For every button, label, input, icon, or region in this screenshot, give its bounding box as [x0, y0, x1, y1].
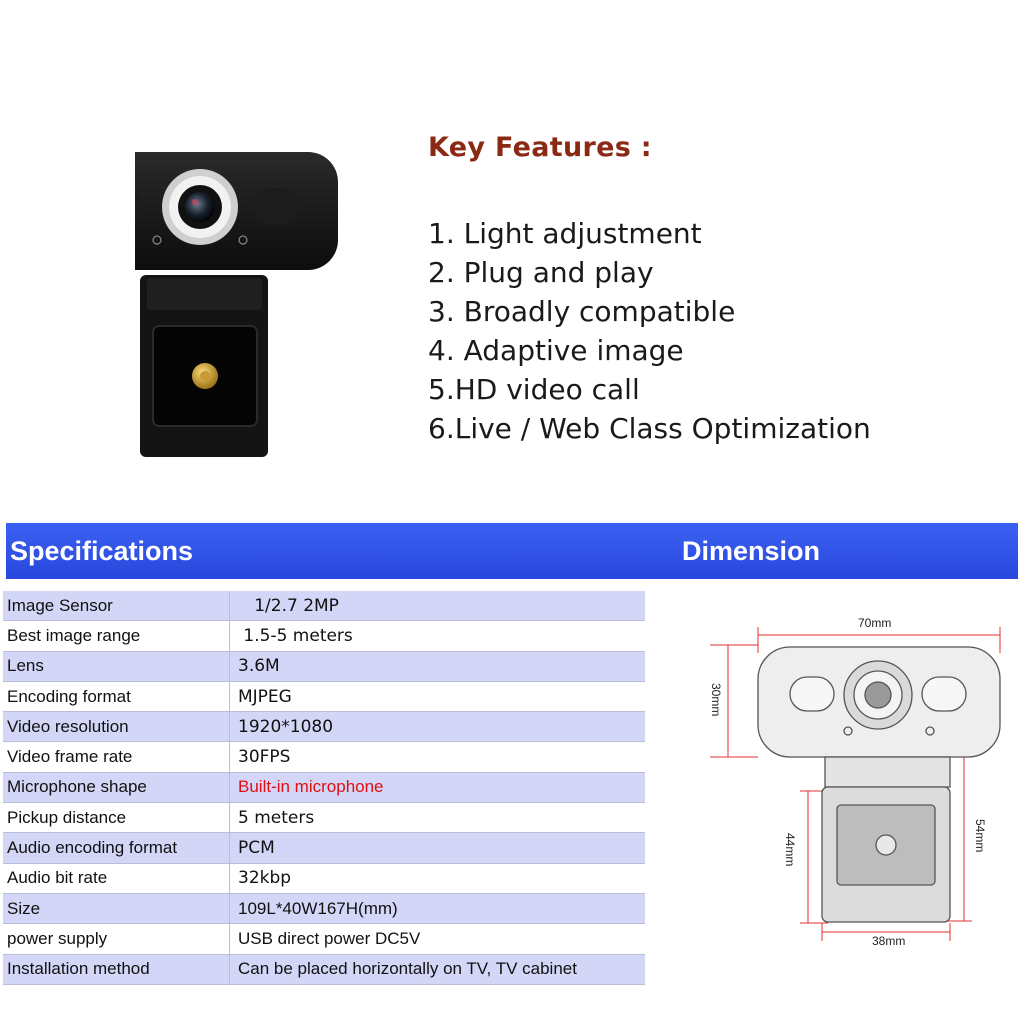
- spec-label: Encoding format: [3, 681, 230, 711]
- spec-label: Microphone shape: [3, 772, 230, 802]
- spec-label: Size: [3, 893, 230, 923]
- spec-value: 32kbp: [230, 863, 646, 893]
- spec-value: 3.6M: [230, 651, 646, 681]
- spec-value: 1920*1080: [230, 712, 646, 742]
- spec-value: 30FPS: [230, 742, 646, 772]
- feature-item: 3. Broadly compatible: [428, 295, 736, 328]
- width-label: 70mm: [858, 616, 892, 630]
- total-height-label: 54mm: [973, 819, 987, 853]
- table-row: [3, 863, 645, 893]
- spec-label: Audio bit rate: [3, 863, 230, 893]
- table-row: [3, 651, 645, 681]
- clip-width-label: 38mm: [872, 934, 906, 948]
- table-row: [3, 954, 645, 984]
- webcam-product-image: [135, 140, 345, 470]
- spec-value: 109L*40W167H(mm): [230, 893, 646, 923]
- dimension-drawing: [700, 605, 1020, 950]
- spec-label: Image Sensor: [3, 591, 230, 621]
- spec-value: USB direct power DC5V: [230, 924, 646, 954]
- table-row: [3, 681, 645, 711]
- specifications-heading: Specifications: [10, 536, 194, 566]
- spec-label: Pickup distance: [3, 803, 230, 833]
- clip-height-label: 44mm: [783, 833, 797, 867]
- feature-item: 2. Plug and play: [428, 256, 654, 289]
- table-row: [3, 893, 645, 923]
- key-features-list: [428, 214, 871, 448]
- table-row: [3, 924, 645, 954]
- spec-value-highlight: Built-in microphone: [230, 772, 646, 802]
- spec-label: Installation method: [3, 954, 230, 984]
- feature-item: 5.HD video call: [428, 373, 640, 406]
- table-row: [3, 772, 645, 802]
- spec-label: power supply: [3, 924, 230, 954]
- table-row: [3, 833, 645, 863]
- spec-label: Lens: [3, 651, 230, 681]
- spec-label: Best image range: [3, 621, 230, 651]
- spec-label: Video frame rate: [3, 742, 230, 772]
- spec-value: 1/2.7 2MP: [230, 591, 646, 621]
- feature-item: 1. Light adjustment: [428, 217, 702, 250]
- spec-label: Audio encoding format: [3, 833, 230, 863]
- key-features-title: Key Features :: [428, 132, 652, 163]
- dimension-heading: Dimension: [682, 536, 821, 566]
- spec-value: MJPEG: [230, 681, 646, 711]
- spec-label: Video resolution: [3, 712, 230, 742]
- spec-value: 1.5-5 meters: [230, 621, 646, 651]
- feature-item: 4. Adaptive image: [428, 334, 684, 367]
- table-row: [3, 621, 645, 651]
- specifications-table: [3, 591, 645, 985]
- spec-value: Can be placed horizontally on TV, TV cabinet: [230, 954, 646, 984]
- spec-value: PCM: [230, 833, 646, 863]
- table-row: [3, 712, 645, 742]
- feature-item: 6.Live / Web Class Optimization: [428, 412, 871, 445]
- head-height-label: 30mm: [709, 683, 723, 717]
- table-row: [3, 591, 645, 621]
- table-row: [3, 742, 645, 772]
- table-row: [3, 803, 645, 833]
- spec-value: 5 meters: [230, 803, 646, 833]
